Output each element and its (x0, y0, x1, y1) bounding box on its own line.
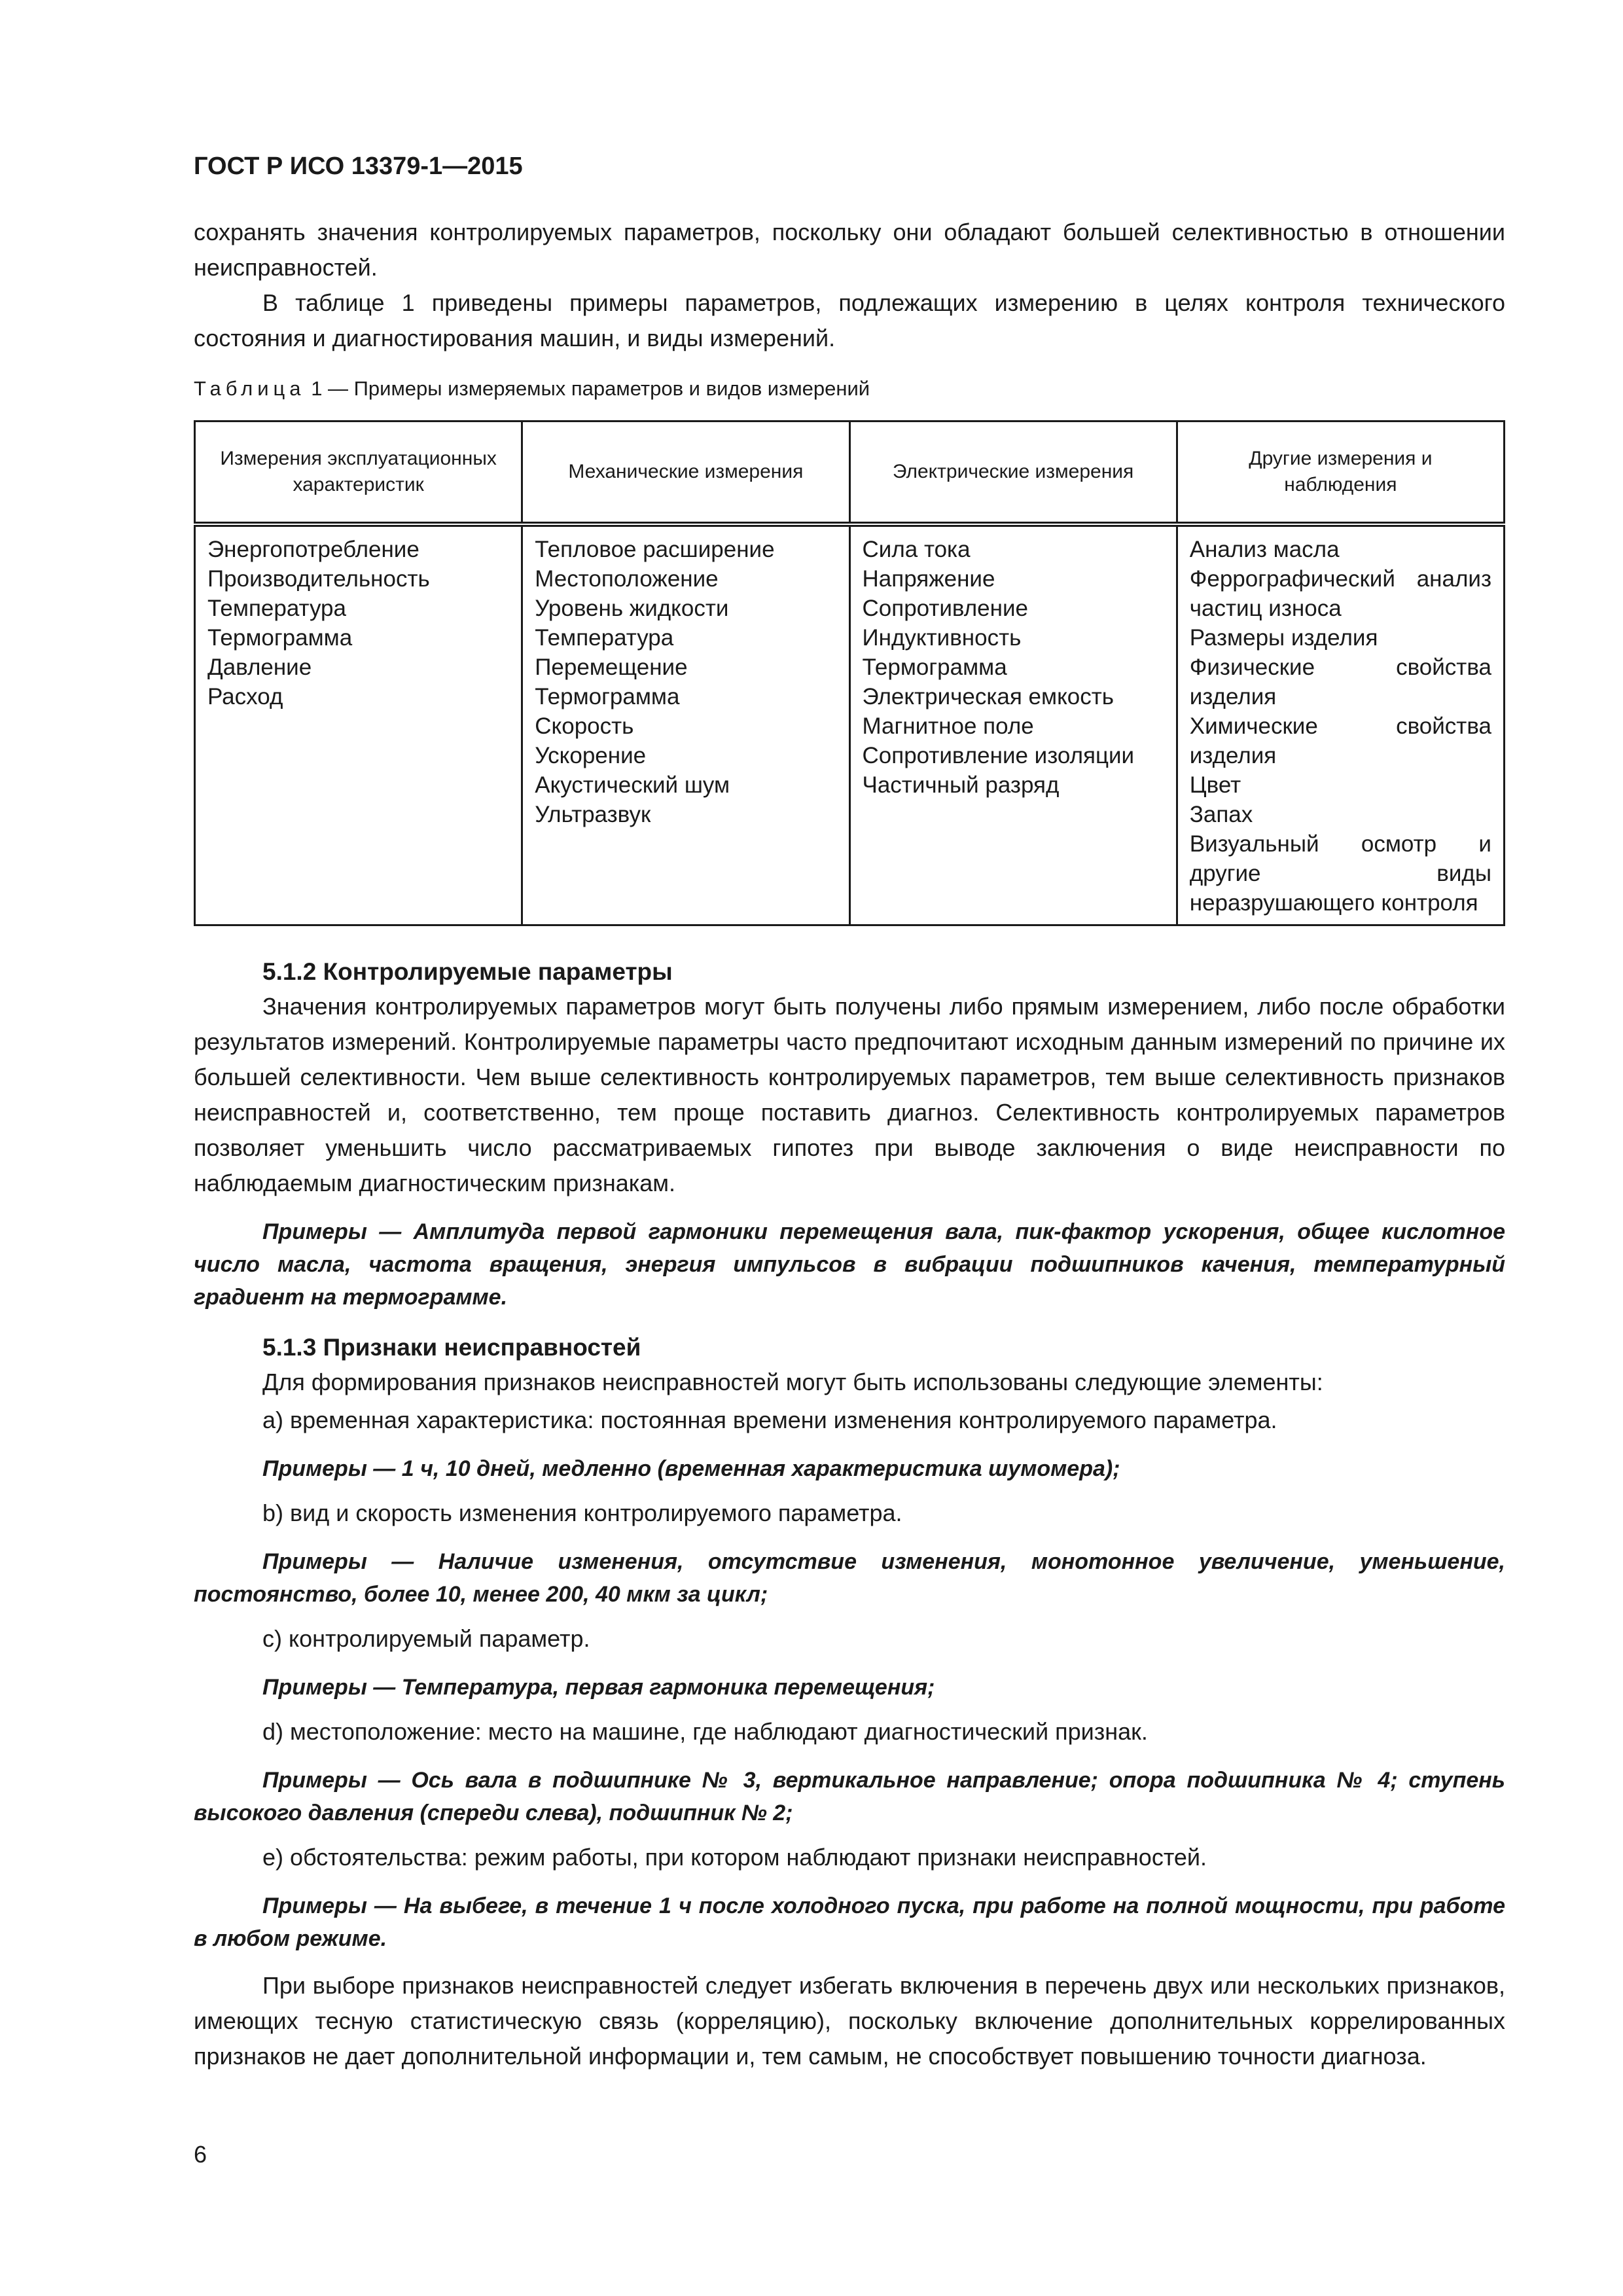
paragraph-continuation: сохранять значения контролируемых параметров, поскольку они обладают большей селективностью в отношении неисправностей. (194, 219, 1505, 281)
table-cell-item: Анализ масла (1189, 537, 1340, 562)
table-header-cell: Механические измерения (522, 422, 849, 525)
table-column-mechanical (522, 524, 849, 925)
table-cell-item: Сопротивление изоляции (862, 743, 1135, 768)
page-number: 6 (194, 2141, 207, 2168)
table-cell-item: Расход (207, 684, 283, 709)
closing-paragraph: При выборе признаков неисправностей следует избегать включения в перечень двух или нескольких признаков, имеющих тесную статистическую связь (корреляцию), поскольку включение дополнительных коррелированных признаков не дает дополнительной информации и, тем самым, не способствует повышению точности диагноза. (194, 1972, 1505, 2070)
table-cell-item: Акустический шум (535, 772, 730, 798)
table-cell-item: Визуальный осмотр и другие виды неразрушающего контроля (1189, 831, 1491, 916)
table-column-electrical (849, 524, 1177, 925)
table-header-cell: Электрические измерения (849, 422, 1177, 525)
table-cell-item: Производительность (207, 566, 430, 592)
table-cell-item: Напряжение (862, 566, 995, 592)
table-cell-item: Химические свойства изделия (1189, 713, 1491, 768)
table-caption (194, 374, 1505, 403)
table-header-cell: Другие измерения и наблюдения (1177, 422, 1504, 525)
table-cell-item: Сила тока (862, 537, 971, 562)
table-caption-text: 1 — Примеры измеряемых параметров и видов измерений (311, 377, 870, 400)
table-cell-item: Цвет (1189, 772, 1241, 798)
table-cell-item: Температура (207, 596, 346, 621)
table-cell-item: Магнитное поле (862, 713, 1034, 739)
section-intro-5-1-3: Для формирования признаков неисправностей могут быть использованы следующие элементы: (262, 1369, 1323, 1395)
table-cell-item: Физические свойства изделия (1189, 655, 1491, 709)
table-header-cell: Измерения эксплуатационных характеристик (195, 422, 522, 525)
table-cell-item: Скорость (535, 713, 634, 739)
table-caption-label: Таблица (194, 377, 306, 400)
table-header-row (195, 422, 1505, 525)
example-item-b: Примеры — Наличие изменения, отсутствие изменения, монотонное увеличение, уменьшение, постоянство, более 10, менее 200, 40 мкм за цикл; (194, 1549, 1505, 1607)
list-item-d: d) местоположение: место на машине, где наблюдают диагностический признак. (262, 1718, 1148, 1745)
section-heading-5-1-3: 5.1.3 Признаки неисправностей (262, 1334, 641, 1361)
section-heading-5-1-2: 5.1.2 Контролируемые параметры (262, 958, 673, 985)
example-item-c: Примеры — Температура, первая гармоника перемещения; (262, 1675, 935, 1700)
table-cell-item: Электрическая емкость (862, 684, 1115, 709)
table-cell-item: Давление (207, 655, 312, 680)
example-item-d: Примеры — Ось вала в подшипнике № 3, вертикальное направление; опора подшипника № 4; ступень высокого давления (спереди слева), подшипник № 2; (194, 1768, 1505, 1825)
list-item-b: b) вид и скорость изменения контролируемого параметра. (262, 1499, 902, 1526)
table-cell-item: Индуктивность (862, 625, 1022, 651)
table-cell-item: Местоположение (535, 566, 719, 592)
standard-header: ГОСТ Р ИСО 13379-1—2015 (194, 152, 523, 180)
example-item-a: Примеры — 1 ч, 10 дней, медленно (временная характеристика шумомера); (262, 1456, 1120, 1481)
table-cell-item: Перемещение (535, 655, 688, 680)
table-body-row (195, 524, 1505, 925)
table-cell-item: Тепловое расширение (535, 537, 775, 562)
table-cell-item: Запах (1189, 802, 1253, 827)
table-cell-item: Термограмма (862, 655, 1007, 680)
page-content (194, 151, 1505, 2074)
table-cell-item: Уровень жидкости (535, 596, 729, 621)
example-item-e: Примеры — На выбеге, в течение 1 ч после холодного пуска, при работе на полной мощности, при работе в любом режиме. (194, 1893, 1505, 1951)
table-cell-item: Ультразвук (535, 802, 651, 827)
table-cell-item: Ускорение (535, 743, 647, 768)
paragraph-table-intro: В таблице 1 приведены примеры параметров, подлежащих измерению в целях контроля технического состояния и диагностирования машин, и виды измерений. (194, 289, 1505, 351)
table-column-other (1177, 524, 1504, 925)
section-body-5-1-2: Значения контролируемых параметров могут быть получены либо прямым измерением, либо после обработки результатов измерений. Контролируемые параметры часто предпочитают исходным данным измерений по причине их большей селективности. Чем выше селективность контролируемых параметров, тем выше селективность признаков неисправностей и, соответственно, тем проще поставить диагноз. Селективность контролируемых параметров позволяет уменьшить число рассматриваемых гипотез при выводе заключения о виде неисправности по наблюдаемым диагностическим признакам. (194, 993, 1505, 1196)
list-item-e: e) обстоятельства: режим работы, при котором наблюдают признаки неисправностей. (262, 1844, 1207, 1871)
list-item-a: a) временная характеристика: постоянная времени изменения контролируемого параметра. (262, 1407, 1277, 1433)
table-cell-item: Термограмма (535, 684, 680, 709)
table-column-performance (195, 524, 522, 925)
measurements-table (194, 420, 1505, 926)
table-cell-item: Размеры изделия (1189, 625, 1378, 651)
example-5-1-2: Примеры — Амплитуда первой гармоники перемещения вала, пик-фактор ускорения, общее кислотное число масла, частота вращения, энергия импульсов в вибрации подшипников качения, температурный градиент на термограмме. (194, 1219, 1505, 1310)
table-cell-item: Сопротивление (862, 596, 1028, 621)
list-item-c: c) контролируемый параметр. (262, 1625, 590, 1652)
table-cell-item: Феррографический анализ частиц износа (1189, 566, 1491, 621)
table-cell-item: Термограмма (207, 625, 353, 651)
table-cell-item: Температура (535, 625, 674, 651)
table-cell-item: Частичный разряд (862, 772, 1060, 798)
table-cell-item: Энергопотребление (207, 537, 419, 562)
